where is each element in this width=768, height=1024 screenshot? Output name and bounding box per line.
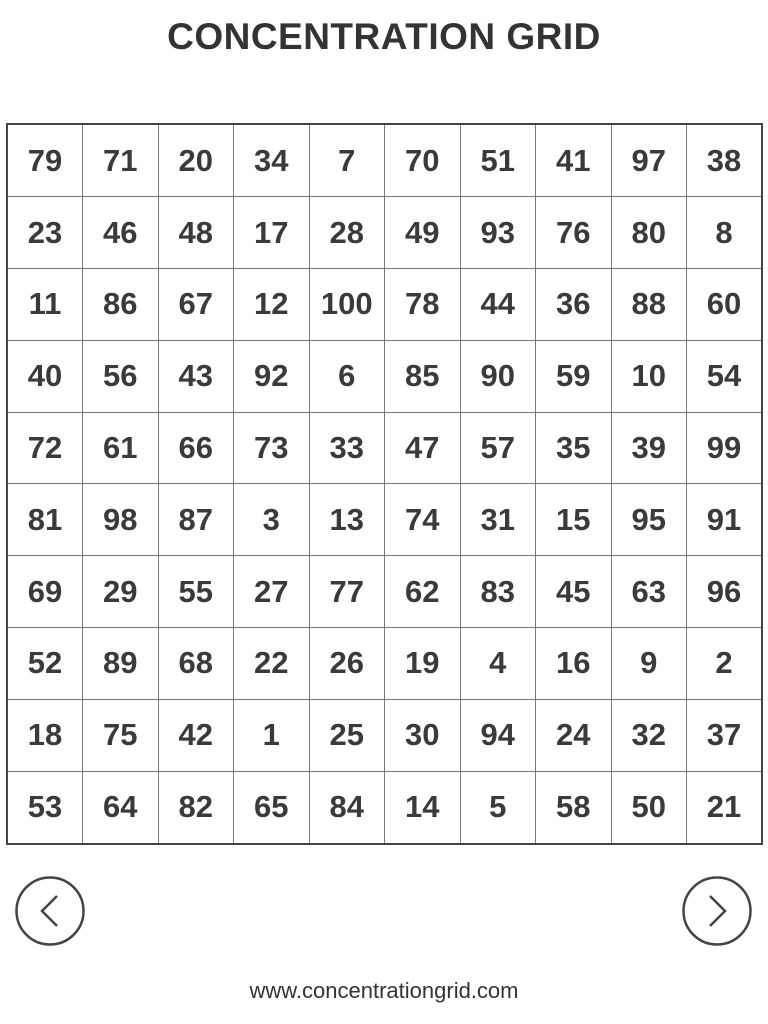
grid-cell[interactable]: 46 (83, 197, 159, 269)
grid-cell[interactable]: 57 (460, 412, 536, 484)
grid-cell[interactable]: 59 (536, 340, 612, 412)
grid-cell[interactable]: 67 (158, 269, 234, 341)
grid-cell[interactable]: 71 (83, 124, 159, 197)
grid-cell[interactable]: 60 (687, 269, 763, 341)
grid-cell[interactable]: 16 (536, 628, 612, 700)
grid-cell[interactable]: 15 (536, 484, 612, 556)
grid-cell[interactable]: 68 (158, 628, 234, 700)
grid-cell[interactable]: 27 (234, 556, 310, 628)
grid-cell[interactable]: 18 (7, 699, 83, 771)
grid-cell[interactable]: 13 (309, 484, 385, 556)
grid-cell[interactable]: 80 (611, 197, 687, 269)
grid-cell[interactable]: 23 (7, 197, 83, 269)
grid-cell[interactable]: 69 (7, 556, 83, 628)
grid-cell[interactable]: 99 (687, 412, 763, 484)
grid-cell[interactable]: 77 (309, 556, 385, 628)
grid-row (7, 628, 762, 700)
grid-cell[interactable]: 63 (611, 556, 687, 628)
grid-cell[interactable]: 86 (83, 269, 159, 341)
grid-cell[interactable]: 55 (158, 556, 234, 628)
grid-cell[interactable]: 34 (234, 124, 310, 197)
grid-cell[interactable]: 31 (460, 484, 536, 556)
grid-cell[interactable]: 26 (309, 628, 385, 700)
grid-cell[interactable]: 14 (385, 771, 461, 844)
grid-row (7, 412, 762, 484)
grid-cell[interactable]: 78 (385, 269, 461, 341)
page-title: CONCENTRATION GRID (167, 16, 601, 57)
grid-cell[interactable]: 37 (687, 699, 763, 771)
grid-cell[interactable]: 3 (234, 484, 310, 556)
grid-cell[interactable]: 19 (385, 628, 461, 700)
grid-cell[interactable]: 64 (83, 771, 159, 844)
grid-cell[interactable]: 30 (385, 699, 461, 771)
chevron-left-circle-icon (15, 876, 85, 946)
grid-cell[interactable]: 47 (385, 412, 461, 484)
grid-cell[interactable]: 53 (7, 771, 83, 844)
grid-cell[interactable]: 85 (385, 340, 461, 412)
grid-cell[interactable]: 38 (687, 124, 763, 197)
grid-cell[interactable]: 32 (611, 699, 687, 771)
grid-cell[interactable]: 91 (687, 484, 763, 556)
grid-cell[interactable]: 29 (83, 556, 159, 628)
grid-cell[interactable]: 40 (7, 340, 83, 412)
grid-cell[interactable]: 28 (309, 197, 385, 269)
grid-cell[interactable]: 9 (611, 628, 687, 700)
grid-cell[interactable]: 98 (83, 484, 159, 556)
grid-cell[interactable]: 52 (7, 628, 83, 700)
grid-row (7, 699, 762, 771)
grid-cell[interactable]: 75 (83, 699, 159, 771)
grid-cell[interactable]: 73 (234, 412, 310, 484)
grid-row (7, 269, 762, 341)
grid-cell[interactable]: 51 (460, 124, 536, 197)
grid-cell[interactable]: 89 (83, 628, 159, 700)
grid-cell[interactable]: 97 (611, 124, 687, 197)
grid-row (7, 340, 762, 412)
grid-cell[interactable]: 66 (158, 412, 234, 484)
website-link[interactable]: www.concentrationgrid.com (249, 978, 519, 1003)
grid-cell[interactable]: 20 (158, 124, 234, 197)
grid-cell[interactable]: 41 (536, 124, 612, 197)
grid-cell[interactable]: 100 (309, 269, 385, 341)
chevron-right-circle-icon (682, 876, 752, 946)
grid-cell[interactable]: 17 (234, 197, 310, 269)
grid-cell[interactable]: 43 (158, 340, 234, 412)
grid-cell[interactable]: 62 (385, 556, 461, 628)
grid-cell[interactable]: 81 (7, 484, 83, 556)
grid-cell[interactable]: 1 (234, 699, 310, 771)
grid-cell[interactable]: 49 (385, 197, 461, 269)
grid-cell[interactable]: 65 (234, 771, 310, 844)
next-button[interactable] (682, 876, 752, 946)
grid-cell[interactable]: 7 (309, 124, 385, 197)
grid-cell[interactable]: 45 (536, 556, 612, 628)
grid-cell[interactable]: 58 (536, 771, 612, 844)
number-grid (6, 123, 763, 845)
grid-cell[interactable]: 33 (309, 412, 385, 484)
grid-cell[interactable]: 76 (536, 197, 612, 269)
previous-button[interactable] (15, 876, 85, 946)
grid-cell[interactable]: 10 (611, 340, 687, 412)
grid-cell[interactable]: 48 (158, 197, 234, 269)
grid-row (7, 771, 762, 844)
grid-cell[interactable]: 6 (309, 340, 385, 412)
grid-cell[interactable]: 79 (7, 124, 83, 197)
grid-cell[interactable]: 36 (536, 269, 612, 341)
grid-cell[interactable]: 42 (158, 699, 234, 771)
grid-cell[interactable]: 4 (460, 628, 536, 700)
grid-cell[interactable]: 21 (687, 771, 763, 844)
grid-cell[interactable]: 90 (460, 340, 536, 412)
grid-cell[interactable]: 92 (234, 340, 310, 412)
grid-cell[interactable]: 56 (83, 340, 159, 412)
grid-row (7, 556, 762, 628)
grid-cell[interactable]: 50 (611, 771, 687, 844)
grid-cell[interactable]: 72 (7, 412, 83, 484)
grid-cell[interactable]: 94 (460, 699, 536, 771)
grid-cell[interactable]: 61 (83, 412, 159, 484)
grid-cell[interactable]: 5 (460, 771, 536, 844)
grid-cell[interactable]: 82 (158, 771, 234, 844)
grid-row (7, 484, 762, 556)
grid-cell[interactable]: 95 (611, 484, 687, 556)
grid-cell[interactable]: 12 (234, 269, 310, 341)
grid-cell[interactable]: 25 (309, 699, 385, 771)
grid-cell[interactable]: 96 (687, 556, 763, 628)
grid-row (7, 197, 762, 269)
grid-cell[interactable]: 84 (309, 771, 385, 844)
grid-cell[interactable]: 22 (234, 628, 310, 700)
grid-cell[interactable]: 87 (158, 484, 234, 556)
grid-cell[interactable]: 44 (460, 269, 536, 341)
grid-cell[interactable]: 8 (687, 197, 763, 269)
grid-cell[interactable]: 88 (611, 269, 687, 341)
grid-cell[interactable]: 24 (536, 699, 612, 771)
grid-cell[interactable]: 35 (536, 412, 612, 484)
grid-cell[interactable]: 11 (7, 269, 83, 341)
grid-cell[interactable]: 39 (611, 412, 687, 484)
grid-cell[interactable]: 70 (385, 124, 461, 197)
grid-cell[interactable]: 2 (687, 628, 763, 700)
grid-cell[interactable]: 74 (385, 484, 461, 556)
grid-row (7, 124, 762, 197)
grid-cell[interactable]: 93 (460, 197, 536, 269)
grid-cell[interactable]: 54 (687, 340, 763, 412)
grid-cell[interactable]: 83 (460, 556, 536, 628)
